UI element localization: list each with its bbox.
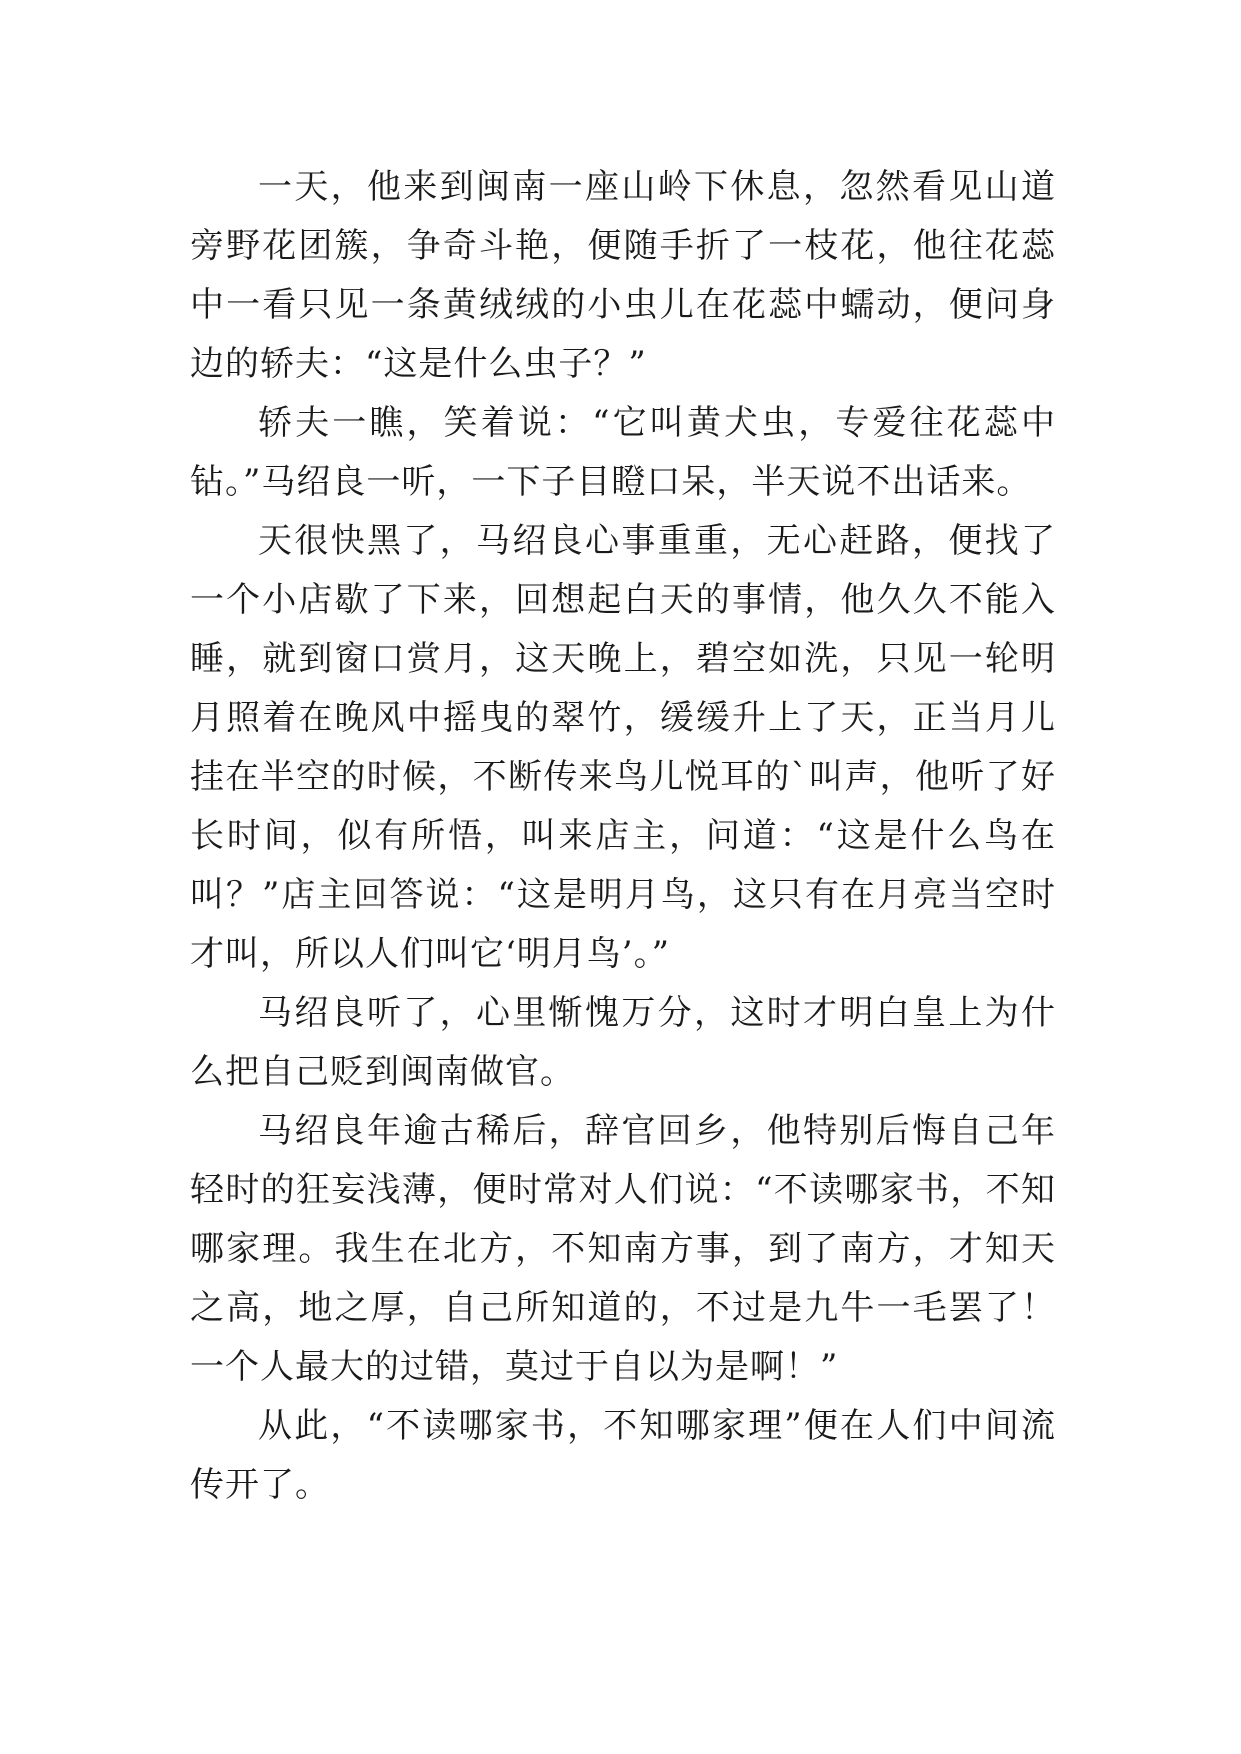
paragraph-2: 轿夫一瞧，笑着说：“它叫黄犬虫，专爱往花蕊中钻。”马绍良一听，一下子目瞪口呆，半天说不出话来。 (190, 403, 1056, 502)
paragraph-1: 一天，他来到闽南一座山岭下休息，忽然看见山道旁野花团簇，争奇斗艳，便随手折了一枝花，他往花蕊中一看只见一条黄绒绒的小虫儿在花蕊中蠕动，便问身边的轿夫：“这是什么虫子？” (190, 167, 1056, 384)
paragraph-6: 从此，“不读哪家书，不知哪家理”便在人们中间流传开了。 (190, 1406, 1056, 1505)
paragraph-4: 马绍良听了，心里惭愧万分，这时才明白皇上为什么把自己贬到闽南做官。 (190, 993, 1056, 1092)
story-text (190, 158, 1056, 1515)
paragraph-3: 天很快黑了，马绍良心事重重，无心赶路，便找了一个小店歇了下来，回想起白天的事情，他久久不能入睡，就到窗口赏月，这天晚上，碧空如洗，只见一轮明月照着在晚风中摇曳的翠竹，缓缓升上了天，正当月儿挂在半空的时候，不断传来鸟儿悦耳的`叫声，他听了好长时间，似有所悟，叫来店主，问道：“这是什么鸟在叫？”店主回答说：“这是明月鸟，这只有在月亮当空时才叫，所以人们叫它‘明月鸟’。” (190, 521, 1056, 974)
paragraph-5: 马绍良年逾古稀后，辞官回乡，他特别后悔自己年轻时的狂妄浅薄，便时常对人们说：“不读哪家书，不知哪家理。我生在北方，不知南方事，到了南方，才知天之高，地之厚，自己所知道的，不过是九牛一毛罢了！一个人最大的过错，莫过于自以为是啊！” (190, 1111, 1056, 1387)
